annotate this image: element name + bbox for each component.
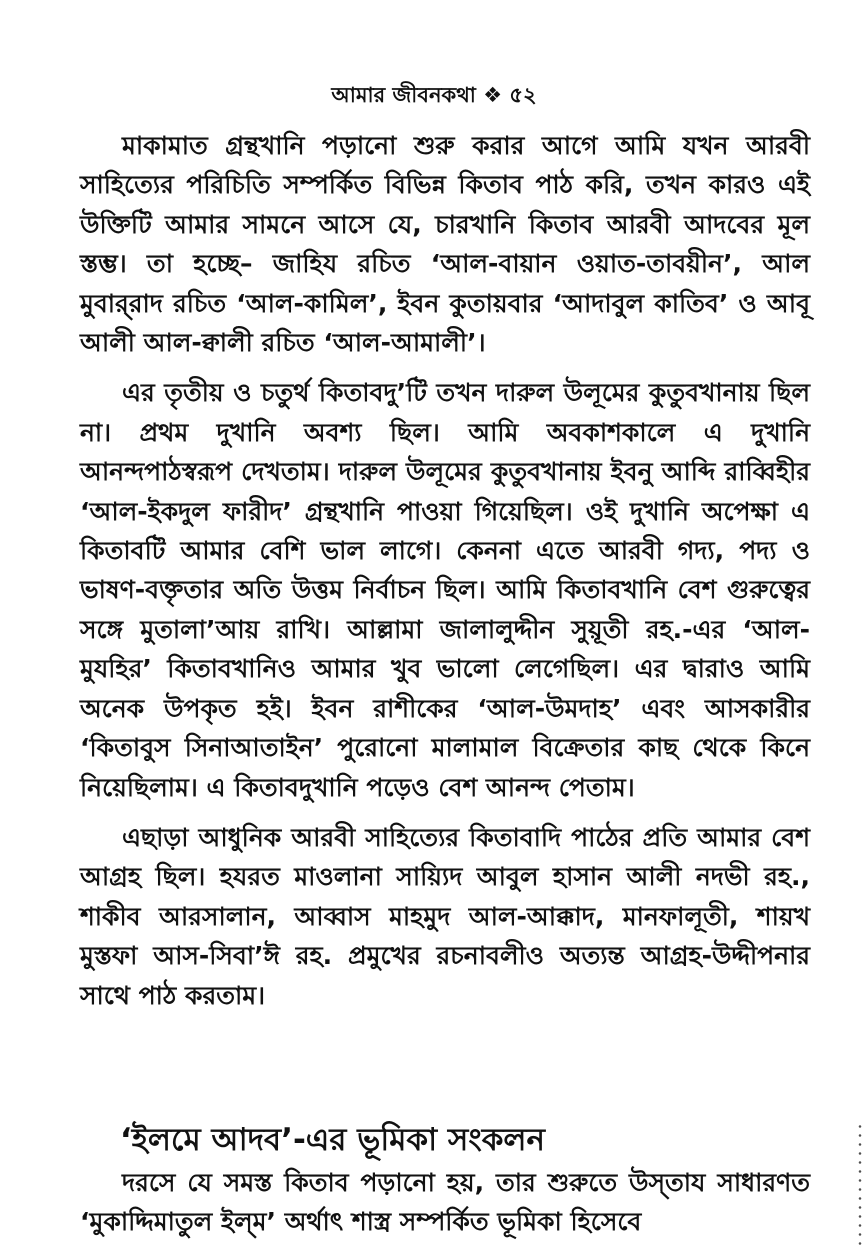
section-body <box>80 1163 810 1242</box>
body-text <box>80 126 810 1015</box>
paragraph: এর তৃতীয় ও চতুর্থ কিতাবদু’টি তখন দারুল উলূমের কুতুবখানায় ছিল না। প্রথম দুখানি অবশ্য ছিল। আমি অবকাশকালে এ দুখানি আনন্দপাঠস্বরূপ দেখতাম। দারুল উলূমের কুতুবখানায় ইবনু আব্দি রাব্বিহীর ‘আল-ইকদুল ফারীদ’ গ্রন্থখানি পাওয়া গিয়েছিল। ওই দুখানি অপেক্ষা এ কিতাবটি আমার বেশি ভাল লাগে। কেননা এতে আরবী গদ্য, পদ্য ও ভাষণ-বক্তৃতার অতি উত্তম নির্বাচন ছিল। আমি কিতাবখানি বেশ গুরুত্বের সঙ্গে মুতালা’আয় রাখি। আল্লামা জালালুদ্দীন সুয়ূতী রহ.-এর ‘আল-মুযহির’ কিতাবখানিও আমার খুব ভালো লেগেছিল। এর দ্বারাও আমি অনেক উপকৃত হই। ইবন রাশীকের ‘আল-উমদাহ’ এবং আসকারীর ‘কিতাবুস সিনাআতাইন’ পুরোনো মালামাল বিক্রেতার কাছ থেকে কিনে নিয়েছিলাম। এ কিতাবদুখানি পড়েও বেশ আনন্দ পেতাম। <box>80 378 810 802</box>
paragraph: মাকামাত গ্রন্থখানি পড়ানো শুরু করার আগে আমি যখন আরবী সাহিত্যের পরিচিতি সম্পর্কিত বিভিন্ন কিতাব পাঠ করি, তখন কারও এই উক্তিটি আমার সামনে আসে যে, চারখানি কিতাব আরবী আদবের মূল স্তম্ভ। তা হচ্ছে– জাহিয রচিত ‘আল-বায়ান ওয়াত-তাবয়ীন’, আল মুবার্‌রাদ রচিত ‘আল-কামিল’, ইবন কুতায়বার ‘আদাবুল কাতিব’ ও আবূ আলী আল-ক্বালী রচিত ‘আল-আমালী’। <box>80 131 810 358</box>
paragraph: দরসে যে সমস্ত কিতাব পড়ানো হয়, তার শুরুতে উস্‌তায সাধারণত ‘মুকাদ্দিমাতুল ইল্‌ম’ অর্থাৎ শাস্ত্র সম্পর্কিত ভূমিকা হিসেবে <box>80 1168 810 1237</box>
section-heading: ‘ইলমে আদব’-এর ভূমিকা সংকলন <box>120 1122 545 1158</box>
page-edge-marks <box>858 1122 862 1245</box>
paragraph: এছাড়া আধুনিক আরবী সাহিত্যের কিতাবাদি পাঠের প্রতি আমার বেশ আগ্রহ ছিল। হযরত মাওলানা সায়্যিদ আবুল হাসান আলী নদভী রহ., শাকীব আরসালান, আব্বাস মাহমুদ আল-আক্কাদ, মানফালূতী, শায়খ মুস্তফা আস-সিবা’ঈ রহ. প্রমুখের রচনাবলীও অত্যন্ত আগ্রহ-উদ্দীপনার সাথে পাঠ করতাম। <box>80 822 810 1010</box>
running-head: আমার জীবনকথা ❖ ৫২ <box>331 83 537 107</box>
